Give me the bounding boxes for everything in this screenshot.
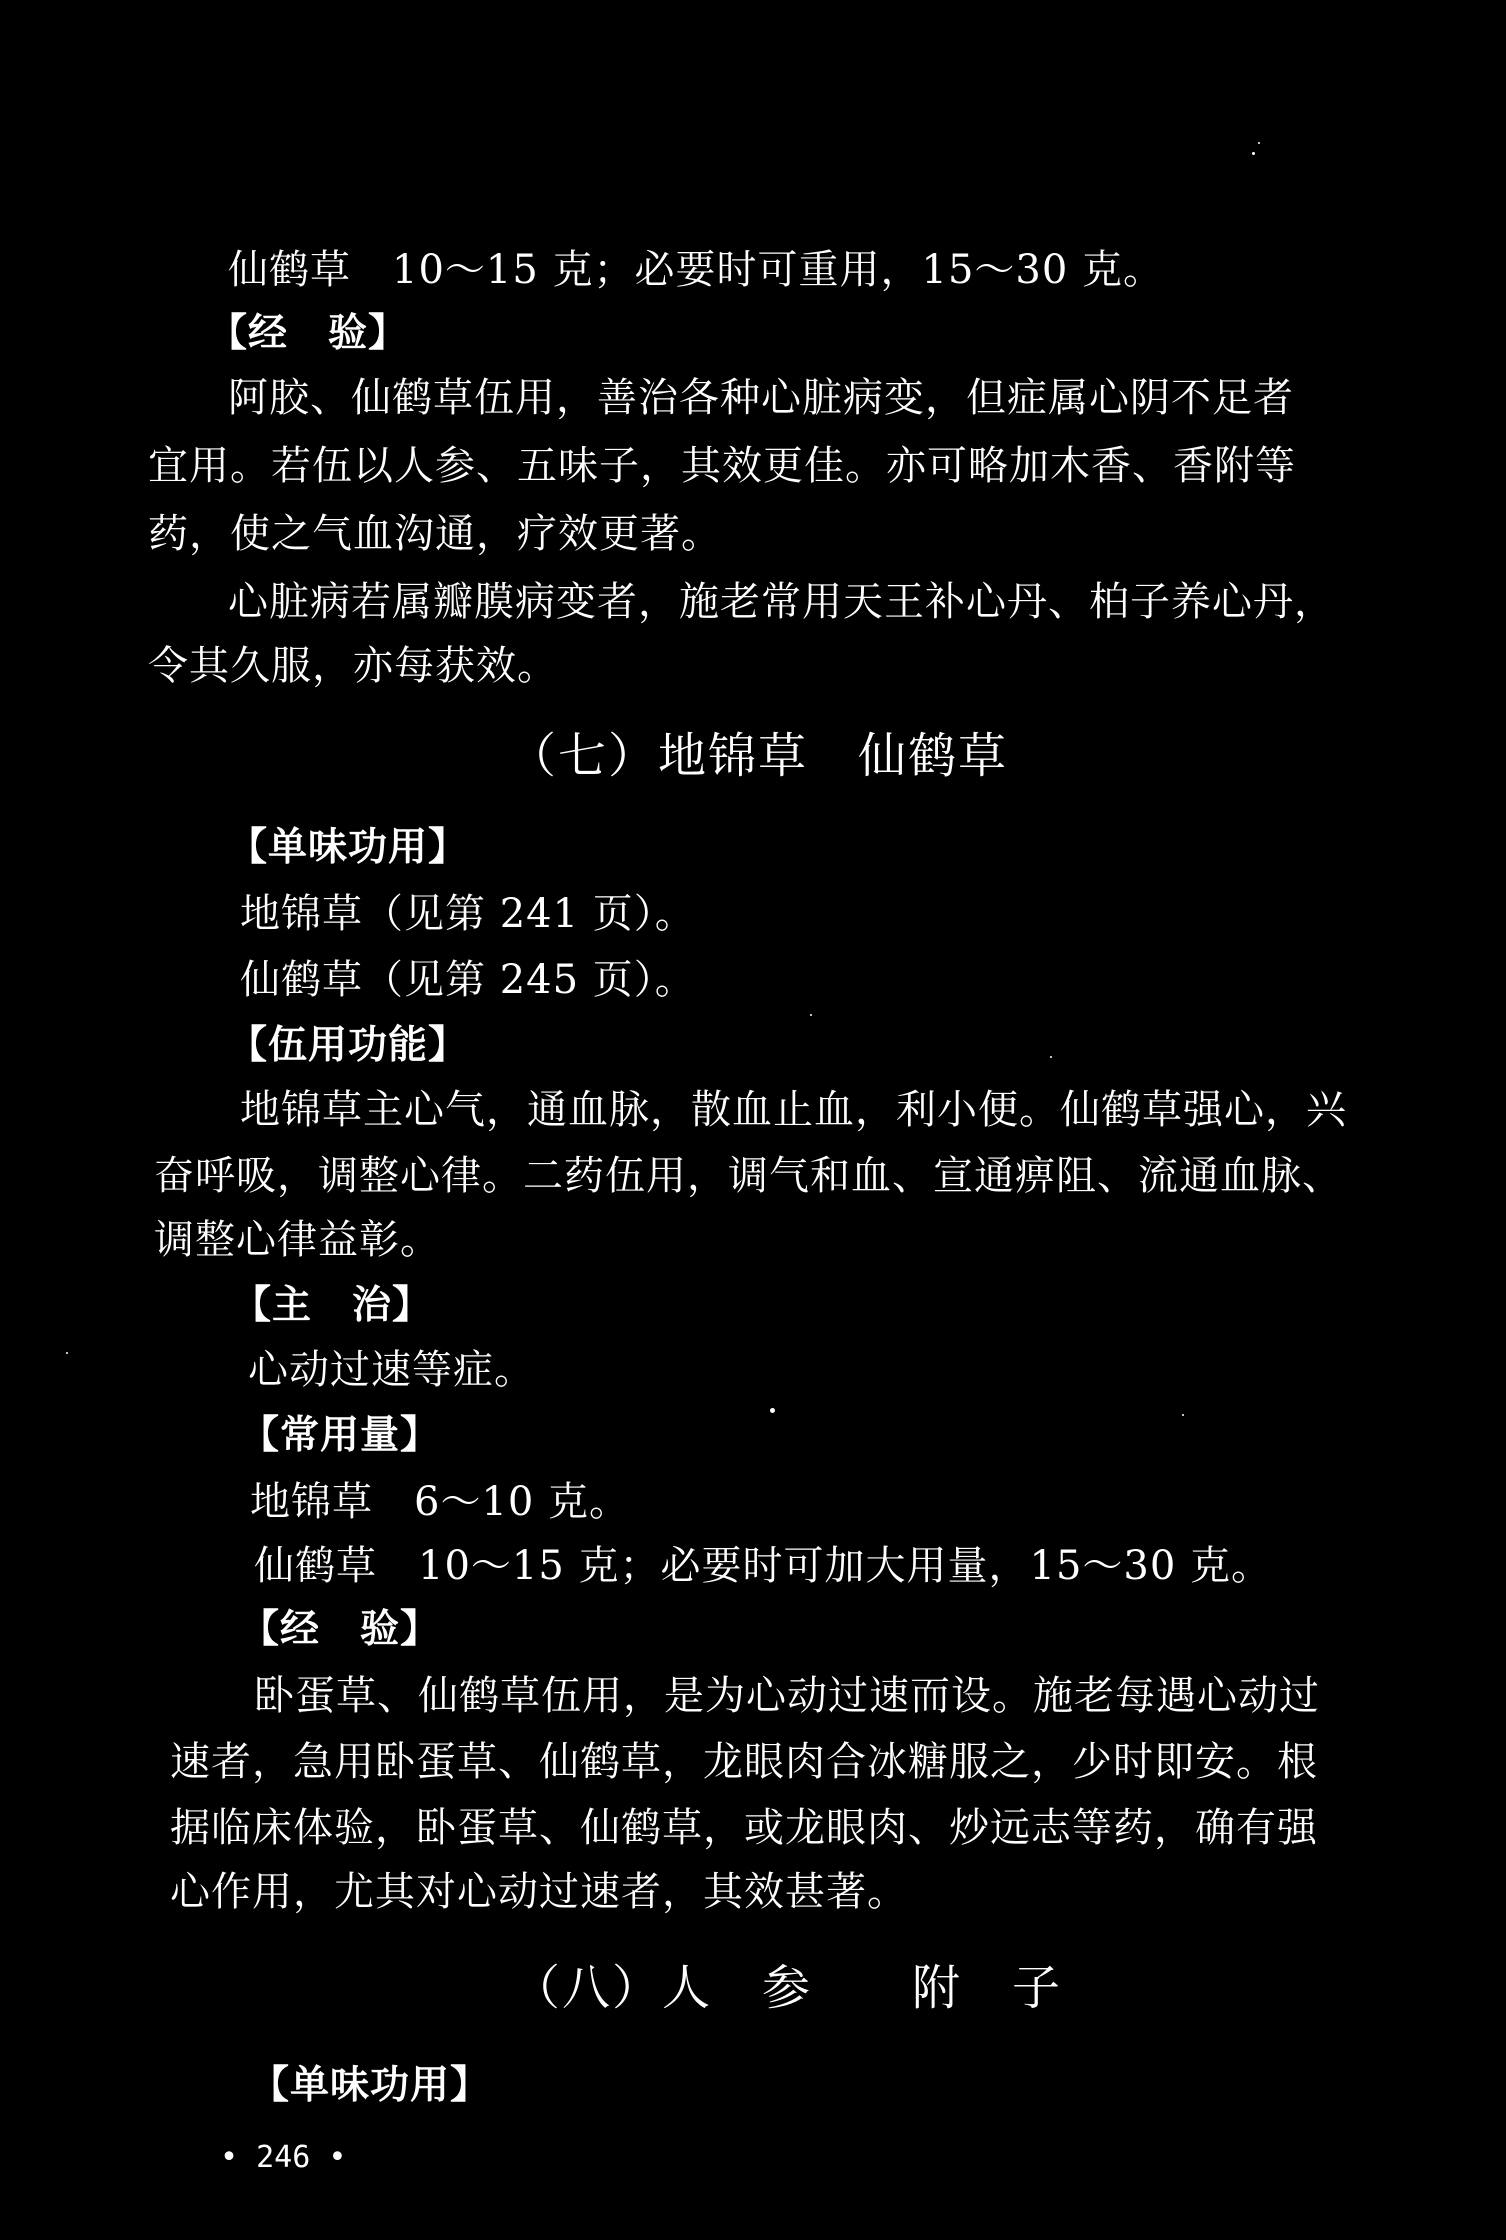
dosage-line: 仙鹤草 10～15 克；必要时可加大用量，15～30 克。 — [254, 1543, 1273, 1589]
section-heading-7: （七）地锦草 仙鹤草 — [508, 728, 1009, 784]
scan-speck — [810, 1014, 812, 1016]
paragraph-line: 速者，急用卧蛋草、仙鹤草，龙眼肉合冰糖服之，少时即安。根 — [170, 1739, 1318, 1785]
paragraph-line: 调整心律益彰。 — [154, 1217, 441, 1263]
subheading-experience: 【经 验】 — [208, 311, 409, 356]
dosage-line: 仙鹤草 10～15 克；必要时可重用，15～30 克。 — [228, 247, 1165, 293]
reference-line: 地锦草（见第 241 页）。 — [240, 891, 696, 937]
scan-speck — [1182, 1414, 1184, 1416]
paragraph-line: 据临床体验，卧蛋草、仙鹤草，或龙眼肉、炒远志等药，确有强 — [170, 1805, 1318, 1851]
paragraph-line: 奋呼吸，调整心律。二药伍用，调气和血、宣通痹阻、流通血脉、 — [154, 1153, 1343, 1199]
paragraph-line: 令其久服，亦每获效。 — [148, 643, 558, 689]
subheading-indications: 【主 治】 — [232, 1283, 433, 1328]
section-heading-8: （八）人 参 附 子 — [512, 1960, 1063, 2016]
scan-speck — [66, 1352, 68, 1354]
scan-speck — [770, 1408, 775, 1413]
paragraph-line: 心动过速等症。 — [248, 1347, 535, 1393]
dosage-line: 地锦草 6～10 克。 — [250, 1479, 631, 1525]
page-number: • 246 • — [220, 2140, 347, 2175]
reference-line: 仙鹤草（见第 245 页）。 — [240, 957, 696, 1003]
paragraph-line: 宜用。若伍以人参、五味子，其效更佳。亦可略加木香、香附等 — [148, 443, 1296, 489]
paragraph-line: 心脏病若属瓣膜病变者，施老常用天王补心丹、柏子养心丹， — [228, 579, 1335, 625]
subheading-experience: 【经 验】 — [240, 1607, 441, 1652]
paragraph-line: 心作用，尤其对心动过速者，其效甚著。 — [170, 1869, 908, 1915]
scan-speck — [1252, 152, 1255, 155]
scan-speck — [1050, 1056, 1052, 1058]
subheading-single-function: 【单味功用】 — [250, 2063, 491, 2108]
paragraph-line: 药，使之气血沟通，疗效更著。 — [148, 511, 722, 557]
paragraph-line: 阿胶、仙鹤草伍用，善治各种心脏病变，但症属心阴不足者 — [228, 375, 1294, 421]
subheading-combined-function: 【伍用功能】 — [228, 1023, 469, 1068]
paragraph-line: 卧蛋草、仙鹤草伍用，是为心动过速而设。施老每遇心动过 — [254, 1673, 1320, 1719]
paragraph-line: 地锦草主心气，通血脉，散血止血，利小便。仙鹤草强心，兴 — [240, 1087, 1347, 1133]
scan-speck — [1258, 142, 1260, 144]
subheading-dosage: 【常用量】 — [240, 1413, 441, 1458]
subheading-single-function: 【单味功用】 — [228, 825, 469, 870]
